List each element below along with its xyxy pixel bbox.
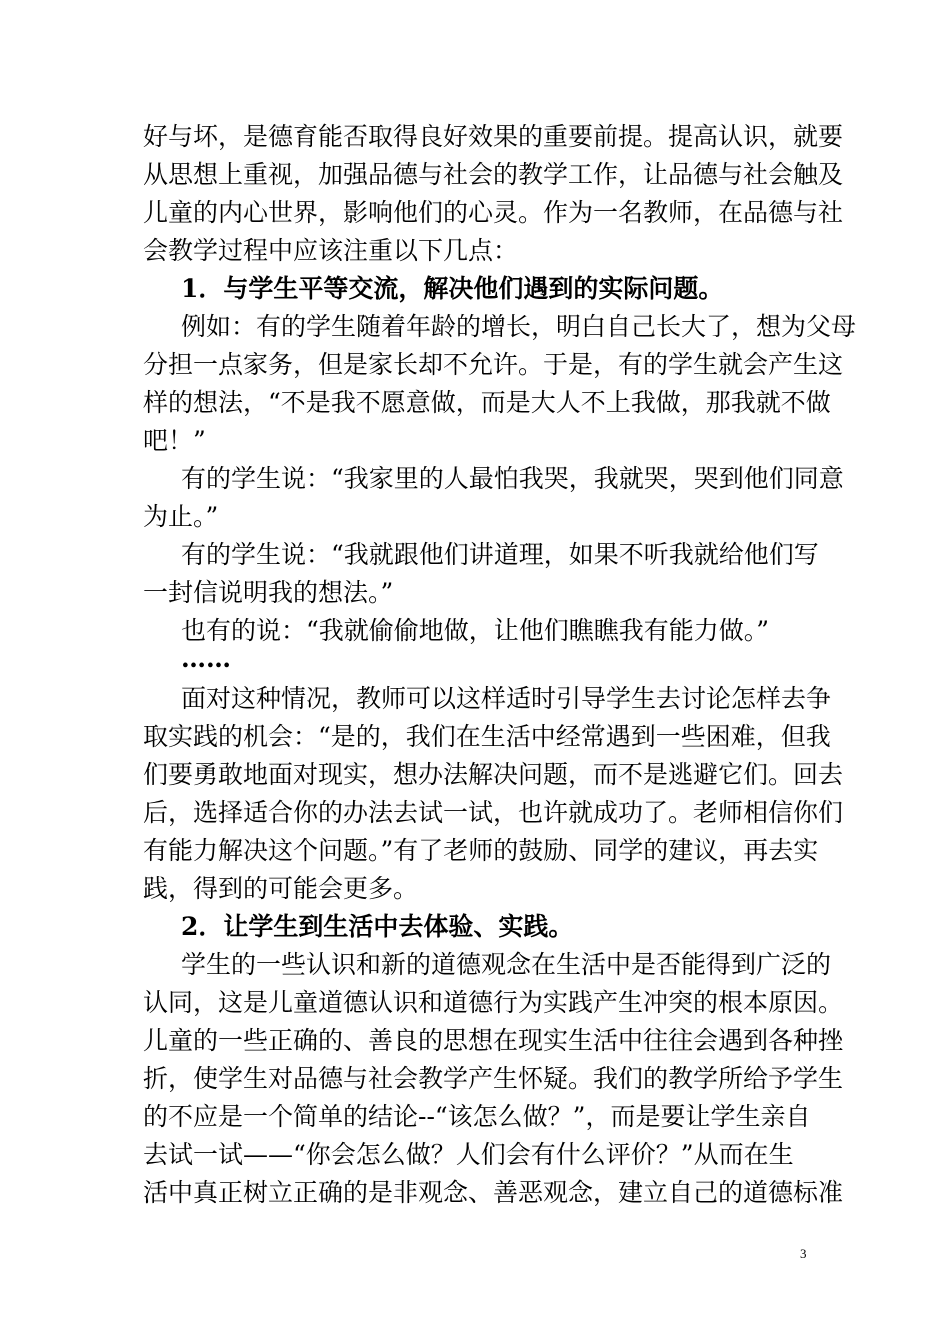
body-line: 儿童的一些正确的、善良的思想在现实生活中往往会遇到各种挫	[143, 1026, 844, 1055]
body-line: 学生的一些认识和新的道德观念在生活中是否能得到广泛的	[181, 950, 832, 979]
body-line: 一封信说明我的想法。”	[143, 578, 394, 607]
body-line: 为止。”	[143, 502, 219, 531]
body-line: 例如：有的学生随着年龄的增长，明白自己长大了，想为父母	[181, 312, 857, 341]
body-line: 儿童的内心世界，影响他们的心灵。作为一名教师，在品德与社	[143, 198, 844, 227]
page-number: 3	[800, 1246, 807, 1261]
body-line: 有的学生说：“我家里的人最怕我哭，我就哭，哭到他们同意	[181, 464, 844, 493]
body-line: 去试一试——“你会怎么做？人们会有什么评价？”从而在生	[143, 1140, 794, 1169]
section-heading-2: 2．让学生到生活中去体验、实践。	[181, 912, 574, 941]
body-line: 认同，这是儿童道德认识和道德行为实践产生冲突的根本原因。	[143, 988, 844, 1017]
body-line: 活中真正树立正确的是非观念、善恶观念，建立自己的道德标准	[143, 1178, 844, 1207]
body-line: 有能力解决这个问题。”有了老师的鼓励、同学的建议，再去实	[143, 836, 819, 865]
body-line: 样的想法，“不是我不愿意做，而是大人不上我做，那我就不做	[143, 388, 831, 417]
section-heading-1: 1．与学生平等交流，解决他们遇到的实际问题。	[181, 274, 724, 303]
body-line: 会教学过程中应该注重以下几点：	[143, 236, 519, 265]
body-line: 取实践的机会：“是的，我们在生活中经常遇到一些困难，但我	[143, 722, 831, 751]
body-line: 面对这种情况，教师可以这样适时引导学生去讨论怎样去争	[181, 684, 832, 713]
body-line: 后，选择适合你的办法去试一试，也许就成功了。老师相信你们	[143, 798, 844, 827]
body-line: 的不应是一个简单的结论--“该怎么做？”，而是要让学生亲自	[143, 1102, 811, 1131]
body-line: 有的学生说：“我就跟他们讲道理，如果不听我就给他们写	[181, 540, 819, 569]
body-line: 从思想上重视，加强品德与社会的教学工作，让品德与社会触及	[143, 160, 844, 189]
body-line: 践，得到的可能会更多。	[143, 874, 419, 903]
body-line: 分担一点家务，但是家长却不允许。于是，有的学生就会产生这	[143, 350, 844, 379]
ellipsis-line: ……	[181, 644, 231, 673]
body-line: 们要勇敢地面对现实，想办法解决问题，而不是逃避它们。回去	[143, 760, 844, 789]
body-line: 折，使学生对品德与社会教学产生怀疑。我们的教学所给予学生	[143, 1064, 844, 1093]
body-line: 好与坏，是德育能否取得良好效果的重要前提。提高认识，就要	[143, 122, 844, 151]
body-line: 吧！”	[143, 426, 206, 455]
body-line: 也有的说：“我就偷偷地做，让他们瞧瞧我有能力做。”	[181, 616, 770, 645]
